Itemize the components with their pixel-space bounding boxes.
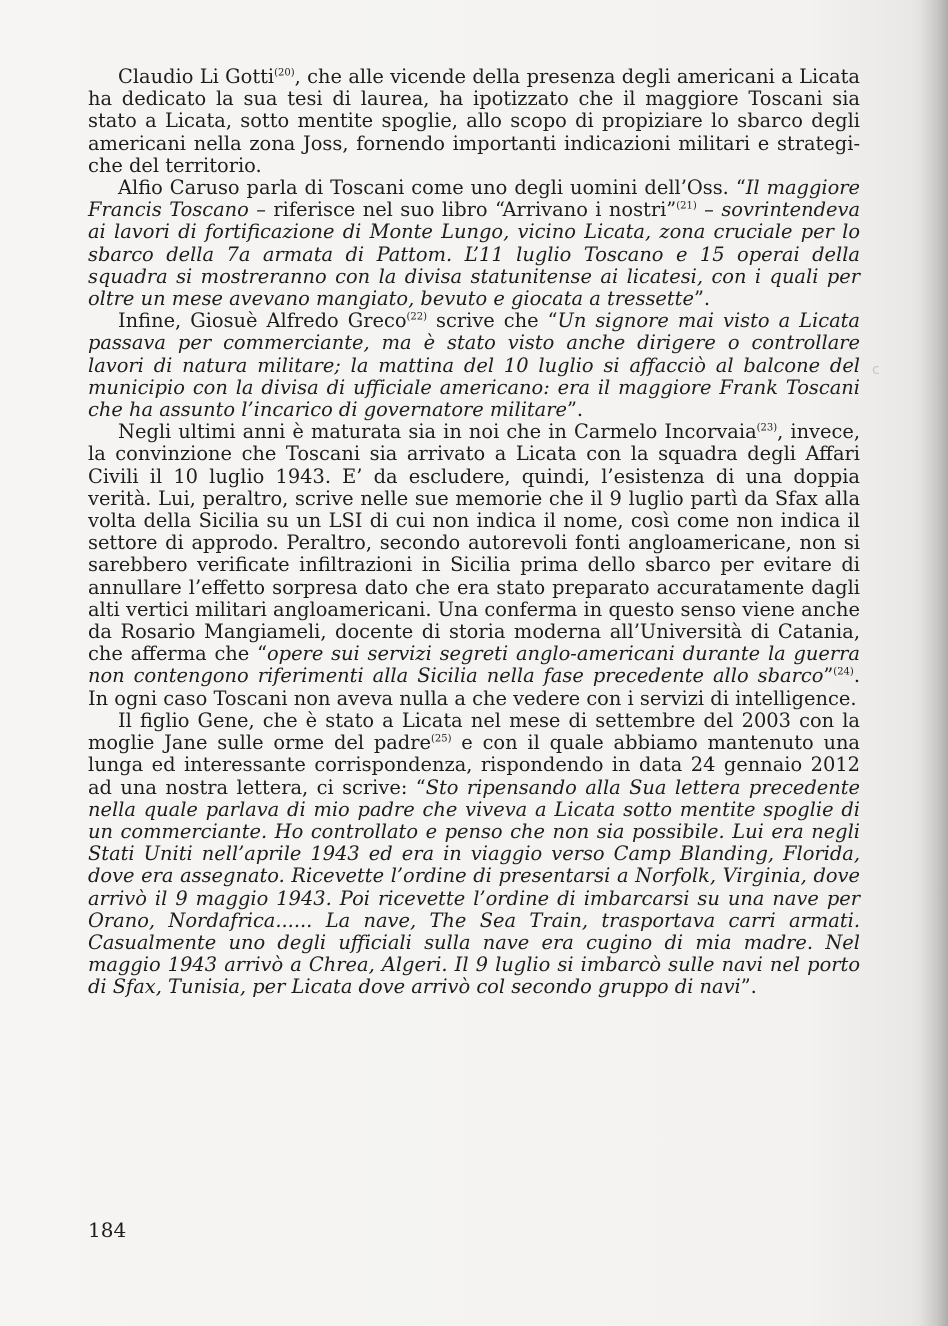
text-run: , invece, la convinzione che Toscani sia arrivato a Licata con la squadra degli Affari Civili il 10 luglio 1943. E’ da escludere, quindi, l’esistenza di una doppia verità. Lui, peraltro, scrive nelle sue memorie che il 9 luglio partì da Sfax alla volta della Sicilia su un LSI di cui non indica il nome, così come non indica il settore di approdo. Peraltro, secondo autorevoli fonti angloamericane, non si sarebbero verificate infiltrazioni in Sicilia prima dello sbarco per evitare di annullare l’effetto sorpresa dato che era stato preparato accuratamente dagli alti vertici militari angloamericani. Una conferma in questo senso viene anche da Rosario Mangiameli, docente di storia moderna all’Università di Catania, che afferma che “: [88, 420, 860, 666]
footnote-ref: (24): [833, 667, 854, 679]
quoted-text: sovrintendeva ai lavori di fortificazione di Monte Lungo, vicino Licata, zona cruciale per lo sbarco della 7a armata di Pattom. L’11 luglio Toscano e 15 operai della squadra si mostreranno con la divisa statunitense ai licatesi, con i quali per oltre un mese avevano mangiato, bevuto e giocata a tressette: [88, 198, 861, 311]
text-run: Negli ultimi anni è maturata sia in noi che in Carmelo Incorvaia: [118, 420, 757, 444]
paragraph: [88, 66, 860, 177]
quoted-text: Il maggiore Francis Toscano: [88, 176, 860, 222]
footnote-ref: (22): [406, 311, 428, 323]
footnote-ref: (21): [676, 200, 697, 212]
paragraph: [88, 177, 860, 310]
text-run: – riferisce nel suo libro “Arrivano i nostri”: [248, 198, 677, 222]
margin-mark: c: [872, 362, 880, 378]
text-run: ”.: [740, 975, 757, 999]
text-run: scrive che “: [427, 309, 558, 333]
text-run: ”: [823, 664, 834, 688]
quoted-text: Sto ripensando alla Sua lettera precedente nella quale parlava di mio padre che viveva a Licata sotto mentite spoglie di un commerciante. Ho controllato e penso che non sia possibile. Lui era negli Stati Uniti nell’aprile 1943 ed era in viaggio verso Camp Blanding, Florida, dove era assegnato. Ricevette l’ordine di presentarsi a Norfolk, Virginia, dove arrivò il 9 maggio 1943. Poi ricevette l’ordine di imbarcarsi su una nave per Orano, Nordafrica...... La nave, The Sea Train, trasportava carri armati. Casualmente uno degli ufficiali sulla nave era cugino di mia madre. Nel maggio 1943 arrivò a Chrea, Algeri. Il 9 luglio si imbarcò sulle navi nel porto di Sfax, Tunisia, per Licata dove arrivò col secondo gruppo di navi: [88, 775, 860, 999]
paragraph: [88, 421, 860, 710]
text-run: ”.: [693, 287, 711, 311]
text-run: –: [696, 198, 722, 222]
quoted-text: Un signore mai visto a Licata passava per commerciante, ma è stato visto anche dirigere o controllare lavori di natura militare; la mattina del 10 luglio si affacciò al balcone del municipio con la divisa di ufficiale americano: era il maggiore Frank Toscani che ha assunto l’incarico di governatore militare: [88, 309, 860, 422]
text-run: Alfio Caruso parla di Toscani come uno degli uomini dell’Oss. “: [118, 176, 746, 200]
text-run: e con il quale abbiamo mantenuto una lunga ed interessante corrispondenza, rispondendo in data 24 gennaio 2012 ad una nostra lettera, ci scrive: “: [88, 731, 860, 799]
footnote-ref: (20): [274, 67, 295, 79]
paragraph: [88, 710, 860, 999]
quoted-text: opere sui servizi segreti anglo-americani durante la guerra non contengono riferimenti alla Sicilia nella fase precedente allo sbarco: [88, 642, 860, 688]
footnote-ref: (23): [756, 422, 778, 434]
text-run: Il figlio Gene, che è stato a Licata nel mese di settembre del 2003 con la moglie Jane sulle orme del padre: [88, 708, 860, 755]
text-run: , che alle vicende della presenza degli americani a Licata ha dedicato la sua tesi di laurea, ha ipotizzato che il maggiore Toscani sia stato a Licata, sotto mentite spoglie, allo scopo di propiziare lo sbarco degli americani nella zona Joss, fornendo importanti indicazioni militari e strategiche del territorio.: [88, 65, 860, 177]
text-run: Claudio Li Gotti: [118, 65, 275, 88]
footnote-ref: (25): [430, 733, 452, 745]
spine-shadow: [920, 0, 948, 1326]
text-run: Infine, Giosuè Alfredo Greco: [118, 309, 407, 333]
body-text: [88, 66, 860, 999]
paragraph: [88, 310, 860, 421]
text-run: ”.: [567, 398, 584, 422]
text-run: . In ogni caso Toscani non aveva nulla a che vedere con i servizi di intelligence.: [88, 664, 860, 710]
page-number: 184: [88, 1218, 127, 1242]
